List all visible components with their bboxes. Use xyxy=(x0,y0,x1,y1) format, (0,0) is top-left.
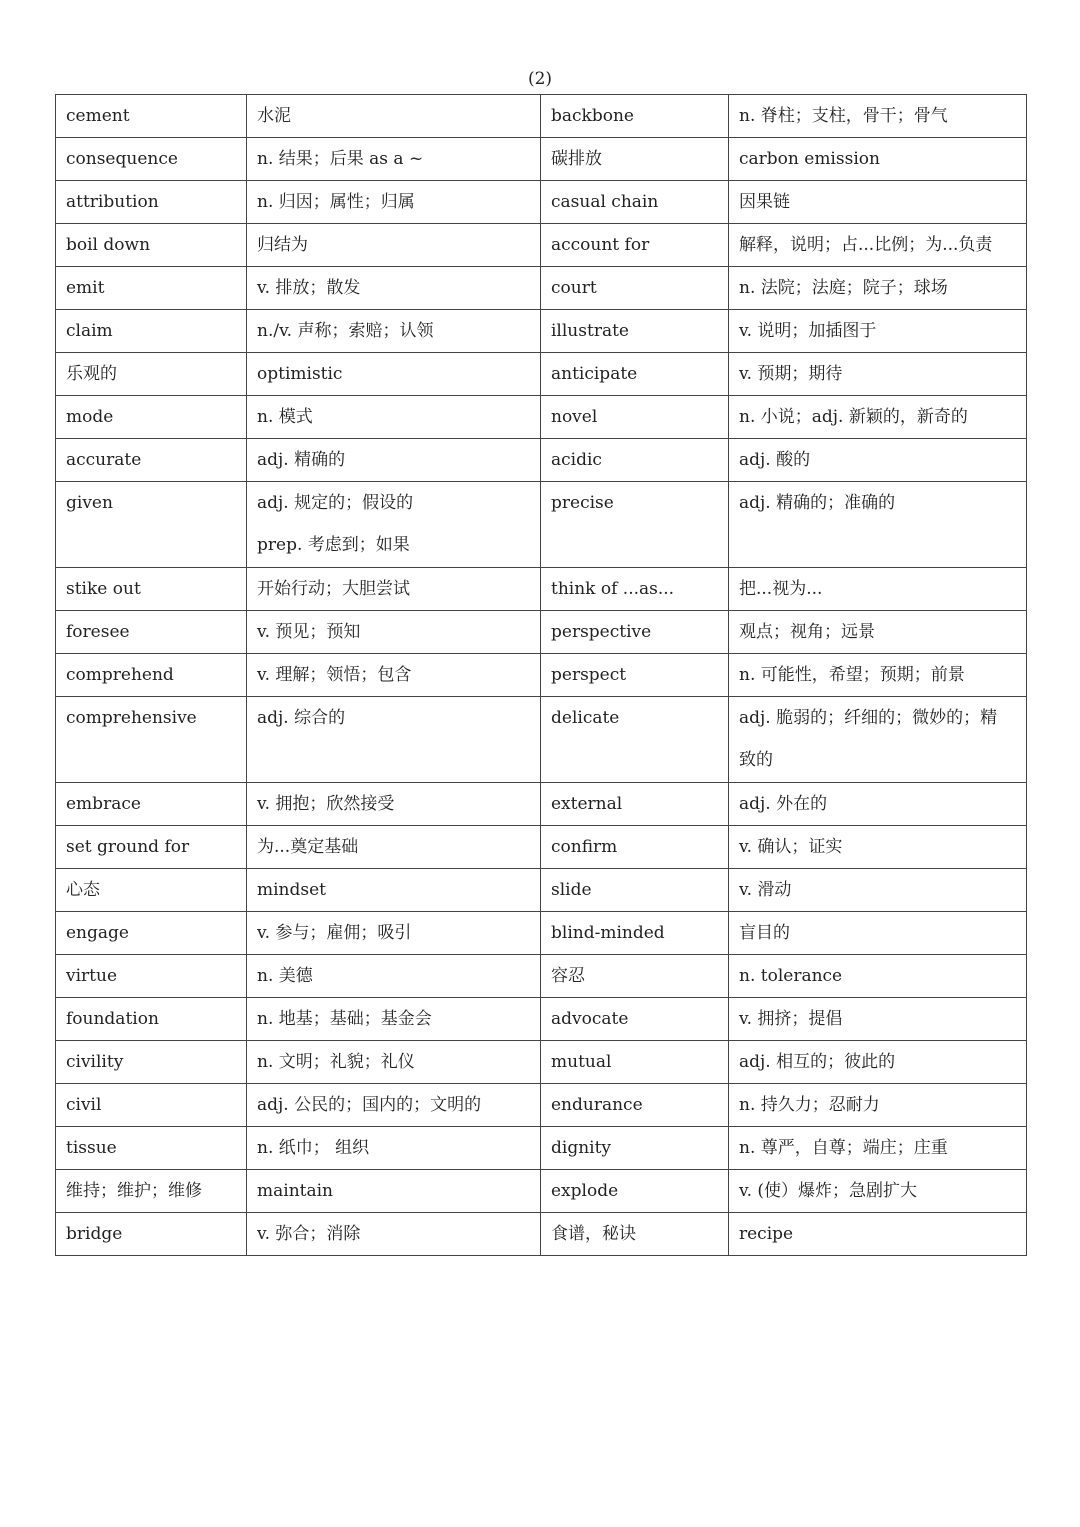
cell-text: n. 美德 xyxy=(257,966,313,986)
cell-text: foresee xyxy=(66,622,130,642)
definition-cell xyxy=(247,783,541,826)
cell-text: advocate xyxy=(551,1009,629,1029)
definition-cell xyxy=(247,654,541,697)
term-cell xyxy=(56,224,247,267)
definition-cell xyxy=(729,654,1027,697)
cell-text: adj. 精确的；准确的 xyxy=(739,493,896,513)
cell-text: v. 说明；加插图于 xyxy=(739,321,877,341)
cell-text: adj. 综合的 xyxy=(257,708,346,728)
cell-text: v. 弥合；消除 xyxy=(257,1224,361,1244)
definition-cell xyxy=(729,955,1027,998)
cell-text: acidic xyxy=(551,450,602,470)
table-row xyxy=(56,869,1027,912)
definition-cell xyxy=(729,181,1027,224)
table-row xyxy=(56,310,1027,353)
term-cell xyxy=(541,1213,729,1256)
definition-cell xyxy=(729,138,1027,181)
cell-text: n. 纸巾； 组织 xyxy=(257,1138,370,1158)
cell-text: think of ...as... xyxy=(551,579,675,599)
definition-cell xyxy=(247,138,541,181)
cell-text: attribution xyxy=(66,192,159,212)
term-cell xyxy=(541,482,729,568)
table-row xyxy=(56,267,1027,310)
cell-text: emit xyxy=(66,278,105,298)
term-cell xyxy=(541,568,729,611)
term-cell xyxy=(541,654,729,697)
term-cell xyxy=(541,138,729,181)
table-row xyxy=(56,1170,1027,1213)
cell-text: backbone xyxy=(551,106,634,126)
definition-cell xyxy=(729,869,1027,912)
table-row xyxy=(56,611,1027,654)
page-number: (2) xyxy=(527,69,553,89)
term-cell xyxy=(56,1170,247,1213)
cell-text: blind-minded xyxy=(551,923,665,943)
cell-text: 为...奠定基础 xyxy=(257,837,359,857)
term-cell xyxy=(56,998,247,1041)
cell-text: adj. 精确的 xyxy=(257,450,346,470)
cell-text: v. 预见；预知 xyxy=(257,622,361,642)
cell-text: n. 可能性，希望；预期；前景 xyxy=(739,665,965,685)
definition-cell xyxy=(247,1170,541,1213)
definition-cell xyxy=(729,482,1027,568)
cell-text: n. 文明；礼貌；礼仪 xyxy=(257,1052,415,1072)
cell-text: novel xyxy=(551,407,598,427)
cell-text: n. 模式 xyxy=(257,407,313,427)
term-cell xyxy=(56,568,247,611)
cell-text: endurance xyxy=(551,1095,643,1115)
table-row xyxy=(56,1213,1027,1256)
cell-text: comprehensive xyxy=(66,708,197,728)
cell-text: recipe xyxy=(739,1224,794,1244)
cell-text: adj. 规定的；假设的 xyxy=(257,493,414,513)
definition-cell xyxy=(247,267,541,310)
cell-text: explode xyxy=(551,1181,619,1201)
cell-text: n. 结果；后果 as a ~ xyxy=(257,149,424,169)
cell-text: tissue xyxy=(66,1138,117,1158)
definition-cell xyxy=(247,482,541,568)
cell-text: n./v. 声称；索赔；认领 xyxy=(257,321,434,341)
term-cell xyxy=(56,611,247,654)
table-row xyxy=(56,783,1027,826)
vocabulary-table xyxy=(55,94,1027,1256)
cell-text: v. (使）爆炸；急剧扩大 xyxy=(739,1181,918,1201)
cell-text: 盲目的 xyxy=(739,923,790,943)
definition-cell xyxy=(729,353,1027,396)
definition-cell xyxy=(247,439,541,482)
cell-text: set ground for xyxy=(66,837,190,857)
cell-text: v. 滑动 xyxy=(739,880,792,900)
table-row xyxy=(56,955,1027,998)
cell-text: mode xyxy=(66,407,114,427)
cell-text: n. 归因；属性；归属 xyxy=(257,192,415,212)
cell-text: 开始行动；大胆尝试 xyxy=(257,579,410,599)
cell-text: stike out xyxy=(66,579,141,599)
term-cell xyxy=(541,1170,729,1213)
table-row xyxy=(56,138,1027,181)
term-cell xyxy=(56,1084,247,1127)
cell-text: claim xyxy=(66,321,113,341)
cell-text: confirm xyxy=(551,837,618,857)
table-row xyxy=(56,912,1027,955)
term-cell xyxy=(541,869,729,912)
cell-text: optimistic xyxy=(257,364,343,384)
cell-text: accurate xyxy=(66,450,142,470)
cell-text: precise xyxy=(551,493,614,513)
cell-text: 乐观的 xyxy=(66,364,117,384)
cell-text: court xyxy=(551,278,597,298)
cell-text: v. 预期；期待 xyxy=(739,364,843,384)
cell-text: 把...视为... xyxy=(739,579,823,599)
definition-cell xyxy=(247,955,541,998)
term-cell xyxy=(541,310,729,353)
cell-text: adj. 公民的；国内的；文明的 xyxy=(257,1095,482,1115)
cell-text: engage xyxy=(66,923,129,943)
table-row xyxy=(56,826,1027,869)
term-cell xyxy=(56,697,247,783)
cell-text: embrace xyxy=(66,794,141,814)
definition-cell xyxy=(729,1170,1027,1213)
table-row xyxy=(56,482,1027,568)
definition-cell xyxy=(247,396,541,439)
cell-text: adj. 脆弱的；纤细的；微妙的；精 xyxy=(739,708,998,728)
cell-text: illustrate xyxy=(551,321,629,341)
cell-text: cement xyxy=(66,106,130,126)
cell-text: n. 小说；adj. 新颖的，新奇的 xyxy=(739,407,968,427)
definition-cell xyxy=(729,912,1027,955)
cell-text: adj. 相互的；彼此的 xyxy=(739,1052,896,1072)
definition-cell xyxy=(729,998,1027,1041)
term-cell xyxy=(541,1127,729,1170)
term-cell xyxy=(56,138,247,181)
definition-cell xyxy=(247,310,541,353)
definition-cell xyxy=(729,826,1027,869)
table-row xyxy=(56,396,1027,439)
cell-text: v. 理解；领悟；包含 xyxy=(257,665,412,685)
definition-cell xyxy=(247,224,541,267)
definition-cell xyxy=(247,1041,541,1084)
cell-text: 解释，说明；占...比例；为...负责 xyxy=(739,235,993,255)
cell-text: v. 拥抱；欣然接受 xyxy=(257,794,395,814)
table-row xyxy=(56,1127,1027,1170)
cell-text: prep. 考虑到；如果 xyxy=(257,535,410,555)
term-cell xyxy=(56,353,247,396)
table-row xyxy=(56,568,1027,611)
cell-text: perspect xyxy=(551,665,627,685)
definition-cell xyxy=(247,697,541,783)
cell-text: n. 脊柱；支柱，骨干；骨气 xyxy=(739,106,948,126)
definition-cell xyxy=(247,568,541,611)
term-cell xyxy=(541,267,729,310)
term-cell xyxy=(541,783,729,826)
cell-text: foundation xyxy=(66,1009,159,1029)
cell-text: civil xyxy=(66,1095,102,1115)
term-cell xyxy=(56,1213,247,1256)
term-cell xyxy=(56,95,247,138)
term-cell xyxy=(56,912,247,955)
definition-cell xyxy=(729,1041,1027,1084)
cell-text: comprehend xyxy=(66,665,174,685)
term-cell xyxy=(541,353,729,396)
cell-text: v. 排放；散发 xyxy=(257,278,361,298)
cell-text: carbon emission xyxy=(739,149,880,169)
cell-text: 水泥 xyxy=(257,106,291,126)
table-row xyxy=(56,998,1027,1041)
term-cell xyxy=(56,654,247,697)
definition-cell xyxy=(247,826,541,869)
term-cell xyxy=(541,998,729,1041)
term-cell xyxy=(541,1041,729,1084)
term-cell xyxy=(541,697,729,783)
definition-cell xyxy=(729,1084,1027,1127)
cell-text: adj. 酸的 xyxy=(739,450,811,470)
term-cell xyxy=(541,224,729,267)
cell-text: bridge xyxy=(66,1224,123,1244)
cell-text: 食谱，秘诀 xyxy=(551,1224,636,1244)
cell-text: perspective xyxy=(551,622,652,642)
term-cell xyxy=(541,396,729,439)
definition-cell xyxy=(729,568,1027,611)
cell-text: v. 拥挤；提倡 xyxy=(739,1009,843,1029)
cell-text: anticipate xyxy=(551,364,638,384)
term-cell xyxy=(56,267,247,310)
definition-cell xyxy=(729,439,1027,482)
definition-cell xyxy=(247,611,541,654)
cell-text: 观点；视角；远景 xyxy=(739,622,875,642)
term-cell xyxy=(56,783,247,826)
term-cell xyxy=(541,181,729,224)
cell-text: delicate xyxy=(551,708,620,728)
definition-cell xyxy=(729,697,1027,783)
table-row xyxy=(56,1084,1027,1127)
term-cell xyxy=(56,955,247,998)
cell-text: n. 持久力；忍耐力 xyxy=(739,1095,880,1115)
definition-cell xyxy=(729,224,1027,267)
cell-text: external xyxy=(551,794,623,814)
cell-text: given xyxy=(66,493,113,513)
definition-cell xyxy=(247,353,541,396)
term-cell xyxy=(56,396,247,439)
term-cell xyxy=(56,826,247,869)
definition-cell xyxy=(247,181,541,224)
term-cell xyxy=(56,482,247,568)
cell-text: n. 地基；基础；基金会 xyxy=(257,1009,432,1029)
table-row xyxy=(56,1041,1027,1084)
cell-text: 致的 xyxy=(739,750,773,770)
cell-text: v. 参与；雇佣；吸引 xyxy=(257,923,412,943)
definition-cell xyxy=(247,95,541,138)
cell-text: boil down xyxy=(66,235,151,255)
term-cell xyxy=(56,869,247,912)
definition-cell xyxy=(729,1127,1027,1170)
cell-text: 维持；维护；维修 xyxy=(66,1181,202,1201)
cell-text: 碳排放 xyxy=(551,149,602,169)
table-row xyxy=(56,224,1027,267)
definition-cell xyxy=(729,1213,1027,1256)
cell-text: account for xyxy=(551,235,650,255)
table-row xyxy=(56,697,1027,783)
term-cell xyxy=(56,1041,247,1084)
cell-text: 归结为 xyxy=(257,235,308,255)
cell-text: 心态 xyxy=(66,880,100,900)
definition-cell xyxy=(247,1213,541,1256)
table-row xyxy=(56,181,1027,224)
cell-text: casual chain xyxy=(551,192,659,212)
definition-cell xyxy=(729,267,1027,310)
definition-cell xyxy=(247,998,541,1041)
term-cell xyxy=(56,310,247,353)
cell-text: n. tolerance xyxy=(739,966,843,986)
cell-text: consequence xyxy=(66,149,178,169)
cell-text: 因果链 xyxy=(739,192,790,212)
definition-cell xyxy=(729,310,1027,353)
term-cell xyxy=(541,439,729,482)
definition-cell xyxy=(729,95,1027,138)
term-cell xyxy=(541,955,729,998)
vocabulary-table-body xyxy=(56,95,1027,1256)
term-cell xyxy=(541,826,729,869)
cell-text: 容忍 xyxy=(551,966,585,986)
table-row xyxy=(56,353,1027,396)
term-cell xyxy=(56,1127,247,1170)
definition-cell xyxy=(247,869,541,912)
definition-cell xyxy=(729,396,1027,439)
cell-text: v. 确认；证实 xyxy=(739,837,843,857)
term-cell xyxy=(56,181,247,224)
term-cell xyxy=(541,95,729,138)
term-cell xyxy=(541,611,729,654)
cell-text: virtue xyxy=(66,966,118,986)
cell-text: mutual xyxy=(551,1052,612,1072)
term-cell xyxy=(541,1084,729,1127)
table-row xyxy=(56,654,1027,697)
definition-cell xyxy=(247,1084,541,1127)
cell-text: civility xyxy=(66,1052,124,1072)
definition-cell xyxy=(729,783,1027,826)
cell-text: dignity xyxy=(551,1138,612,1158)
definition-cell xyxy=(247,912,541,955)
cell-text: mindset xyxy=(257,880,327,900)
cell-text: adj. 外在的 xyxy=(739,794,828,814)
table-row xyxy=(56,95,1027,138)
definition-cell xyxy=(729,611,1027,654)
term-cell xyxy=(56,439,247,482)
cell-text: slide xyxy=(551,880,592,900)
cell-text: maintain xyxy=(257,1181,333,1201)
cell-text: n. 尊严，自尊；端庄；庄重 xyxy=(739,1138,948,1158)
definition-cell xyxy=(247,1127,541,1170)
table-row xyxy=(56,439,1027,482)
cell-text: n. 法院；法庭；院子；球场 xyxy=(739,278,948,298)
term-cell xyxy=(541,912,729,955)
